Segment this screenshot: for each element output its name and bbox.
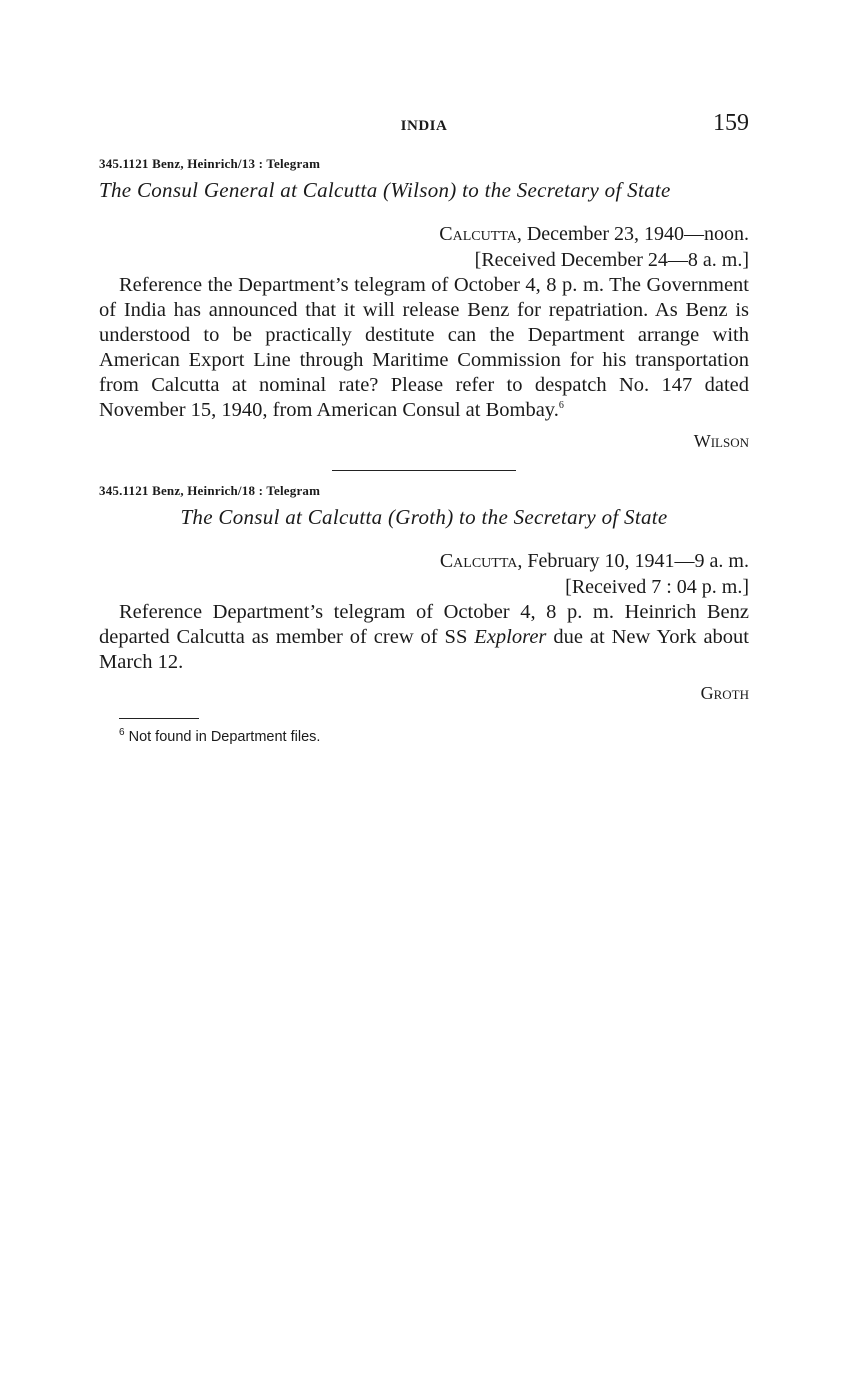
- running-header: [99, 110, 749, 142]
- footnote-marker: 6: [558, 400, 564, 412]
- document-title: The Consul General at Calcutta (Wilson) to the Secretary of State: [99, 178, 671, 202]
- signature: Wilson: [693, 431, 749, 451]
- footnote-rule: [119, 718, 199, 719]
- received-line: [Received 7 : 04 p. m.]: [565, 576, 749, 598]
- document-title: The Consul at Calcutta (Groth) to the Secretary of State: [180, 505, 668, 529]
- file-reference: 345.1121 Benz, Heinrich/13 : Telegram: [99, 156, 321, 171]
- ship-name: Explorer: [474, 626, 547, 648]
- received-line: [Received December 24—8 a. m.]: [474, 249, 749, 271]
- signature: Groth: [700, 683, 749, 703]
- dateline-date: , December 23, 1940—noon.: [516, 223, 749, 245]
- telegram-body-text: Reference Department’s telegram of October 4, 8 p. m. Heinrich Benz departed Calcutta as member of crew of SS: [99, 601, 749, 648]
- dateline-place: Calcutta: [439, 223, 517, 245]
- telegram-body-text: Reference the Department’s telegram of October 4, 8 p. m. The Government of India has announced that it will release Benz for repatriation. As Benz is understood to be practically destitute can the Department arrange with American Export Line through Maritime Commission for his transportation from Calcutta at nominal rate? Please refer to despatch No. 147 dated November 15, 1940, from American Consul at Bombay.: [99, 274, 749, 421]
- dateline-date: , February 10, 1941—9 a. m.: [517, 550, 749, 572]
- footnote-number: 6: [119, 727, 125, 739]
- telegram-section-2: [99, 483, 749, 704]
- document-page: [99, 110, 749, 745]
- sent-line: [99, 548, 749, 574]
- footnote: [119, 729, 749, 745]
- dateline-place: Calcutta: [439, 550, 518, 572]
- dateline: [99, 221, 749, 273]
- page-number: 159: [713, 110, 749, 136]
- section-divider: [332, 470, 516, 471]
- telegram-section-1: [99, 156, 749, 452]
- telegram-body: [99, 273, 749, 423]
- running-title: INDIA: [400, 118, 448, 134]
- sent-line: [99, 221, 749, 247]
- file-reference: 345.1121 Benz, Heinrich/18 : Telegram: [99, 483, 321, 498]
- dateline: [99, 548, 749, 600]
- telegram-body: [99, 600, 749, 675]
- footnote-text: Not found in Department files.: [128, 729, 321, 745]
- telegram-body-text-end: due at New York about March 12.: [99, 626, 750, 673]
